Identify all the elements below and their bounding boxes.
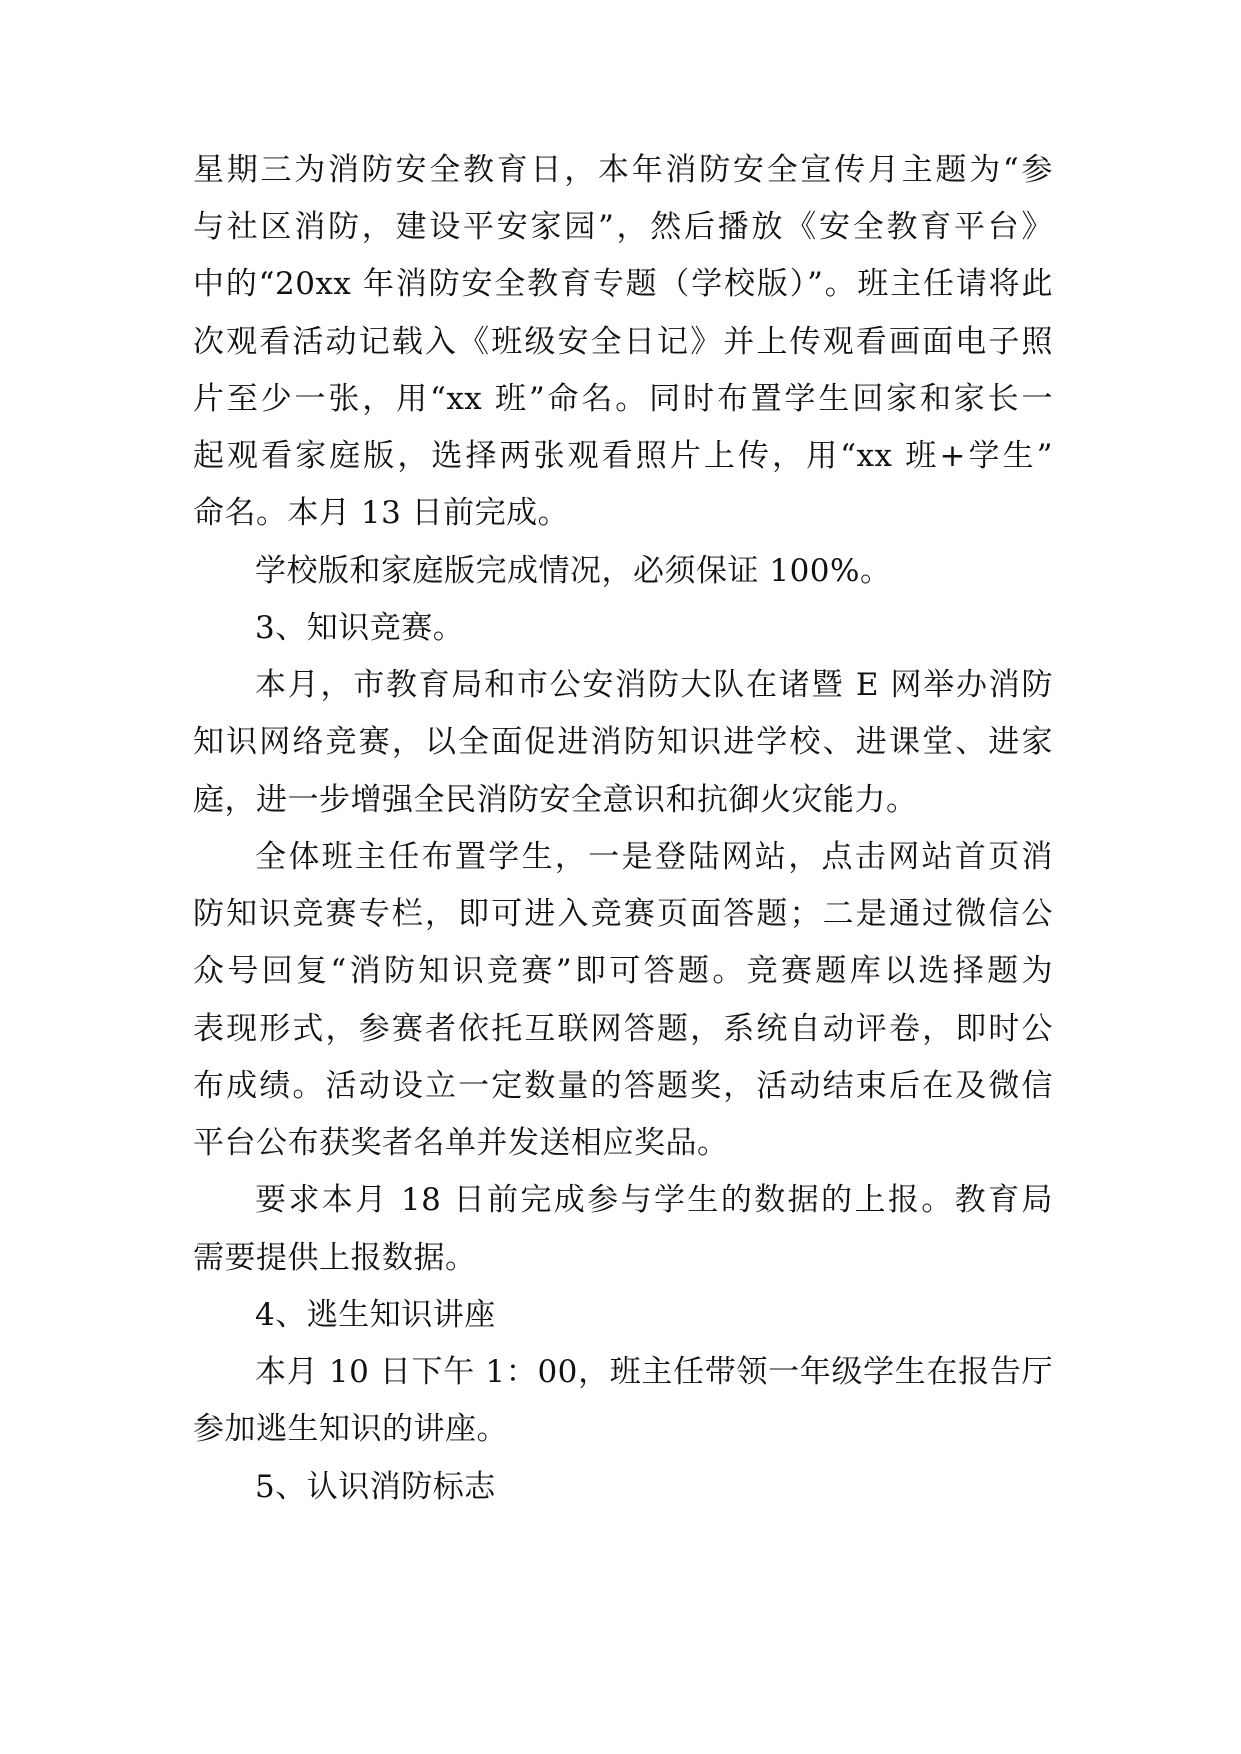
section-heading: 4、逃生知识讲座	[255, 1297, 496, 1333]
section-heading: 3、知识竞赛。	[255, 610, 465, 646]
text-line: 学校版和家庭版完成情况，必须保证 100%。	[255, 553, 892, 589]
text-line: 需要提供上报数据。	[193, 1240, 477, 1276]
text-line: 中的“20xx 年消防安全教育专题（学校版）”。班主任请将此	[193, 266, 1053, 302]
text-line: 知识网络竞赛，以全面促进消防知识进学校、进课堂、进家	[193, 724, 1053, 760]
text-line: 起观看家庭版，选择两张观看照片上传，用“xx 班+学生”	[193, 438, 1053, 474]
text-line: 众号回复“消防知识竞赛”即可答题。竞赛题库以选择题为	[193, 953, 1053, 989]
text-line: 庭，进一步增强全民消防安全意识和抗御火灾能力。	[193, 782, 918, 818]
text-line: 命名。本月 13 日前完成。	[193, 495, 570, 531]
section-heading: 5、认识消防标志	[255, 1469, 496, 1505]
text-line: 全体班主任布置学生，一是登陆网站，点击网站首页消	[255, 839, 1053, 875]
text-line: 星期三为消防安全教育日，本年消防安全宣传月主题为“参	[193, 152, 1053, 188]
text-line: 表现形式，参赛者依托互联网答题，系统自动评卷，即时公	[193, 1011, 1053, 1047]
text-line: 片至少一张，用“xx 班”命名。同时布置学生回家和家长一	[193, 381, 1053, 417]
text-line: 与社区消防，建设平安家园”，然后播放《安全教育平台》	[193, 209, 1053, 245]
text-line: 参加逃生知识的讲座。	[193, 1411, 508, 1447]
text-line: 布成绩。活动设立一定数量的答题奖，活动结束后在及微信	[193, 1068, 1053, 1104]
text-line: 平台公布获奖者名单并发送相应奖品。	[193, 1125, 729, 1161]
text-line: 要求本月 18 日前完成参与学生的数据的上报。教育局	[255, 1182, 1053, 1218]
text-line: 防知识竞赛专栏，即可进入竞赛页面答题；二是通过微信公	[193, 896, 1053, 932]
text-line: 次观看活动记载入《班级安全日记》并上传观看画面电子照	[193, 324, 1053, 360]
text-line: 本月 10 日下午 1：00，班主任带领一年级学生在报告厅	[255, 1354, 1053, 1390]
text-line: 本月，市教育局和市公安消防大队在诸暨 E 网举办消防	[255, 667, 1053, 703]
